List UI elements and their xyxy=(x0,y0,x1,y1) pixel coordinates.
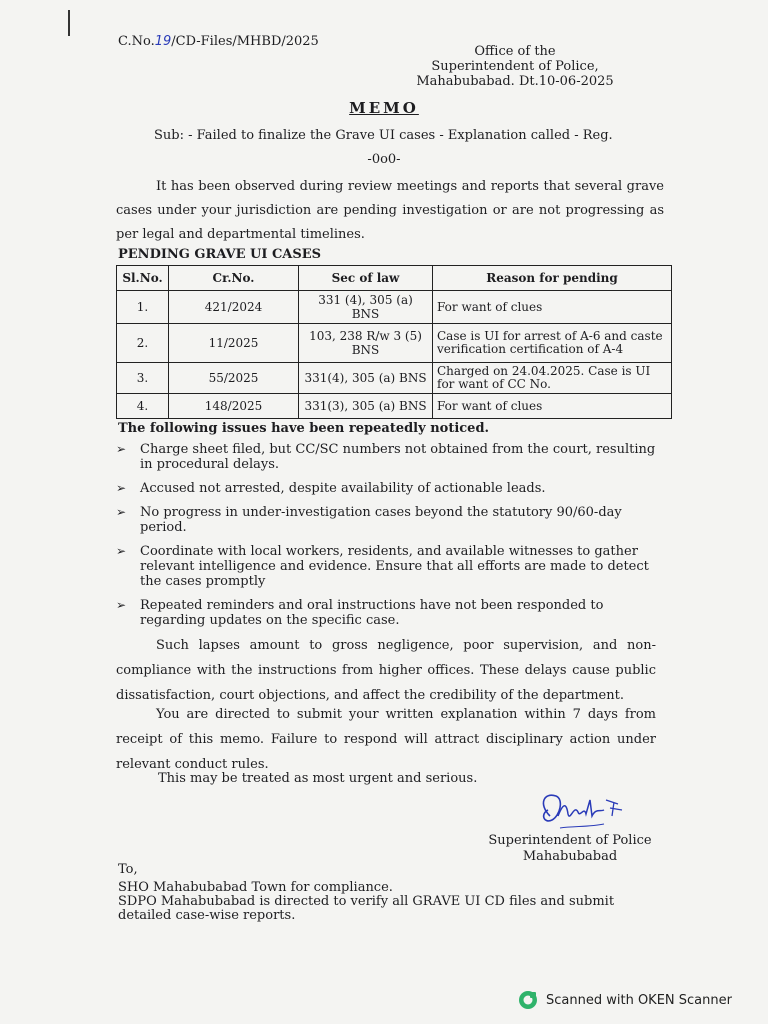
list-item xyxy=(116,544,656,589)
bullet-arrow-icon: ➢ xyxy=(116,481,127,495)
table-row xyxy=(117,363,672,394)
table-cell: 2. xyxy=(117,324,169,363)
column-header: Sl.No. xyxy=(117,266,169,291)
ref-suffix: /CD-Files/MHBD/2025 xyxy=(171,34,319,49)
table-cell: 4. xyxy=(117,394,169,419)
pending-cases-heading: PENDING GRAVE UI CASES xyxy=(118,247,322,262)
reference-number xyxy=(118,34,319,49)
urgent-note: This may be treated as most urgent and serious. xyxy=(158,771,478,786)
page-edge-mark xyxy=(68,10,70,36)
column-header: Cr.No. xyxy=(169,266,299,291)
office-line: Office of the xyxy=(474,44,556,59)
scanner-footer xyxy=(518,990,732,1010)
bullet-arrow-icon: ➢ xyxy=(116,544,127,558)
intro-paragraph: It has been observed during review meetings and reports that several grave cases under your jurisdiction are pending investigation or are not progressing as per legal and departmental timelines. xyxy=(116,179,664,242)
pending-cases-table xyxy=(116,265,672,419)
issue-text: No progress in under-investigation cases beyond the statutory 90/60-day period. xyxy=(140,505,622,535)
issue-text: Repeated reminders and oral instructions have not been responded to regarding updates on the specific case. xyxy=(140,598,604,628)
table-cell: For want of clues xyxy=(433,291,672,324)
bullet-arrow-icon: ➢ xyxy=(116,598,127,612)
table-cell: 11/2025 xyxy=(169,324,299,363)
recipients-block xyxy=(118,881,638,923)
column-header: Reason for pending xyxy=(433,266,672,291)
to-label: To, xyxy=(118,862,138,877)
bullet-arrow-icon: ➢ xyxy=(116,442,127,456)
lapses-paragraph: Such lapses amount to gross negligence, poor supervision, and non-compliance with the instructions from higher offices. These delays cause public dissatisfaction, court objections, and affect the credibility of the department. xyxy=(116,638,656,703)
separator: -0o0- xyxy=(367,152,401,167)
table-cell: 55/2025 xyxy=(169,363,299,394)
table-cell: 148/2025 xyxy=(169,394,299,419)
table-row xyxy=(117,324,672,363)
ref-number-handwritten: 19 xyxy=(154,34,172,49)
signatory-block xyxy=(470,833,670,865)
directive-paragraph: You are directed to submit your written explanation within 7 days from receipt of this memo. Failure to respond will attract disciplinary action under relevant conduct rules. xyxy=(116,707,656,772)
table-row xyxy=(117,394,672,419)
list-item xyxy=(116,598,656,628)
office-line: Superintendent of Police, xyxy=(431,59,599,74)
table-cell: Charged on 24.04.2025. Case is UI for want of CC No. xyxy=(433,363,672,394)
recipient-line: SHO Mahabubabad Town for compliance. xyxy=(118,880,393,895)
recipient-line: SDPO Mahabubabad is directed to verify all GRAVE UI CD files and submit detailed case-wise reports. xyxy=(118,894,615,923)
scanner-footer-text: Scanned with OKEN Scanner xyxy=(546,992,732,1008)
table-cell: 421/2024 xyxy=(169,291,299,324)
table-cell: For want of clues xyxy=(433,394,672,419)
table-row xyxy=(117,291,672,324)
office-line-date: Mahabubabad. Dt.10-06-2025 xyxy=(416,74,614,89)
issue-text: Accused not arrested, despite availability of actionable leads. xyxy=(140,481,546,496)
signatory-place: Mahabubabad xyxy=(522,849,618,864)
table-cell: 3. xyxy=(117,363,169,394)
list-item xyxy=(116,505,656,535)
oken-scanner-logo-icon xyxy=(518,990,538,1010)
table-cell: 103, 238 R/w 3 (5) BNS xyxy=(299,324,433,363)
table-cell: Case is UI for arrest of A-6 and caste verification certification of A-4 xyxy=(433,324,672,363)
issue-text: Charge sheet filed, but CC/SC numbers not obtained from the court, resulting in procedural delays. xyxy=(140,442,656,472)
issues-heading: The following issues have been repeatedly noticed. xyxy=(118,421,490,436)
subject-line: Sub: - Failed to finalize the Grave UI cases - Explanation called - Reg. xyxy=(154,128,613,143)
signatory-designation: Superintendent of Police xyxy=(488,833,652,848)
bullet-arrow-icon: ➢ xyxy=(116,505,127,519)
table-cell: 1. xyxy=(117,291,169,324)
table-cell: 331(4), 305 (a) BNS xyxy=(299,363,433,394)
column-header: Sec of law xyxy=(299,266,433,291)
list-item xyxy=(116,442,656,472)
ref-prefix: C.No. xyxy=(118,34,155,49)
issues-list xyxy=(116,442,656,637)
table-header-row xyxy=(117,266,672,291)
memo-title: MEMO xyxy=(349,99,419,117)
issue-text: Coordinate with local workers, residents, and available witnesses to gather relevant intelligence and evidence. Ensure that all efforts are made to detect the cases promptly xyxy=(140,544,649,589)
signature-icon xyxy=(530,786,630,836)
office-address xyxy=(400,44,630,89)
table-cell: 331(3), 305 (a) BNS xyxy=(299,394,433,419)
table-cell: 331 (4), 305 (a) BNS xyxy=(299,291,433,324)
list-item xyxy=(116,481,656,496)
